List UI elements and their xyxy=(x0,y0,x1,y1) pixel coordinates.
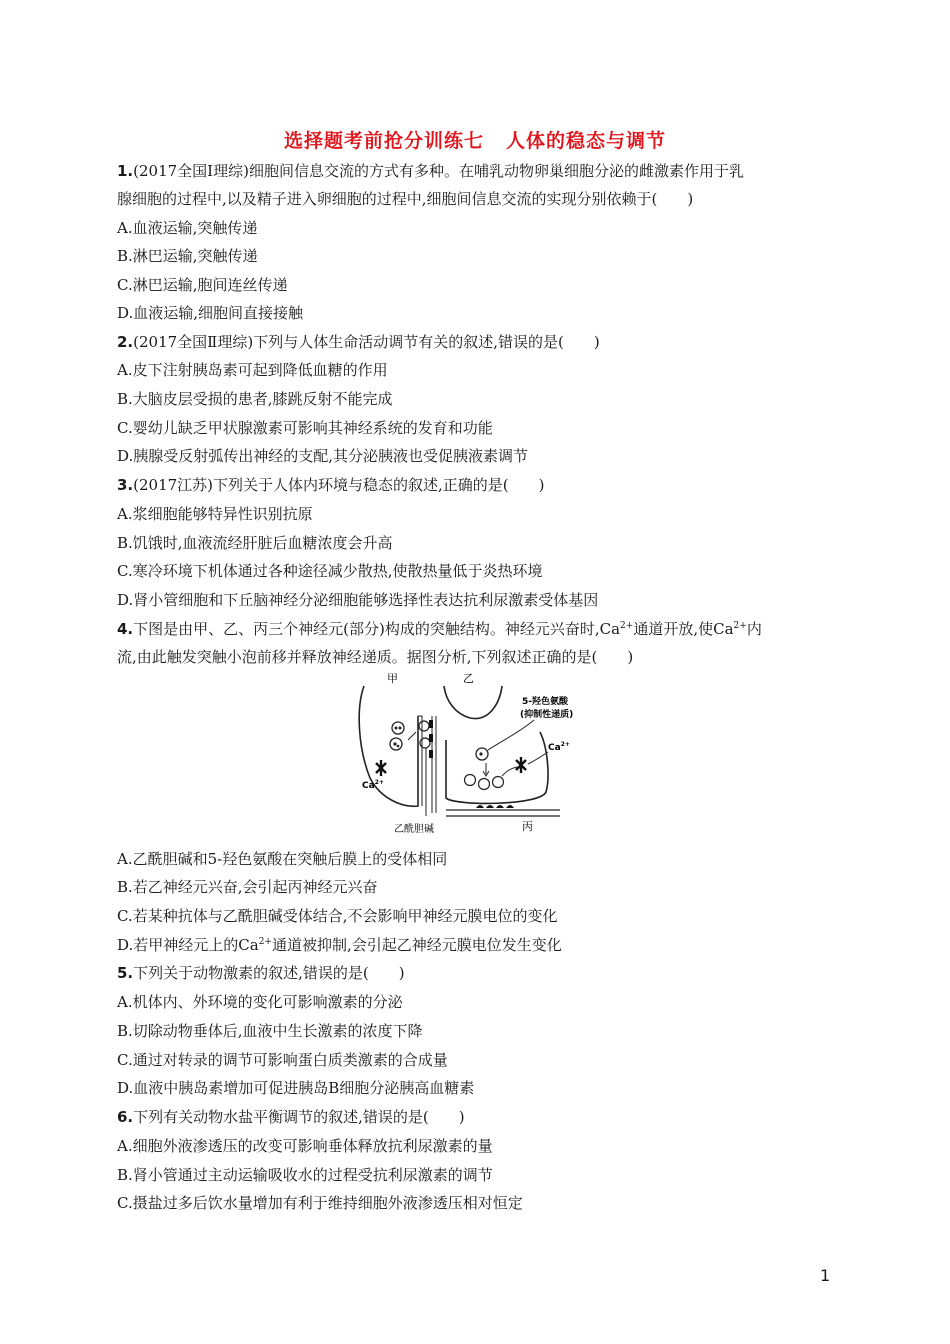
question-4-option-c: C.若某种抗体与乙酰胆碱受体结合,不会影响甲神经元膜电位的变化 xyxy=(117,907,558,925)
question-1-option-a: A.血液运输,突触传递 xyxy=(117,219,258,237)
label-ca-yi: $Ca^{2+}$ xyxy=(548,741,570,753)
question-5-option-a: A.机体内、外环境的变化可影响激素的分泌 xyxy=(117,993,403,1011)
question-1-option-c: C.淋巴运输,胞间连丝传递 xyxy=(117,276,288,294)
question-3-option-c: C.寒冷环境下机体通过各种途径减少散热,使散热量低于炎热环境 xyxy=(117,562,543,580)
question-3-option-b: B.饥饿时,血液流经肝脏后血糖浓度会升高 xyxy=(117,534,393,552)
question-1-stem-line-2: 腺细胞的过程中,以及精子进入卵细胞的过程中,细胞间信息交流的实现分别依赖于( ) xyxy=(117,190,694,208)
question-5-option-b: B.切除动物垂体后,血液中生长激素的浓度下降 xyxy=(117,1022,423,1040)
question-number: 4. xyxy=(117,620,134,638)
label-neuron-yi: 乙 xyxy=(463,672,474,685)
neuron-yi-top-membrane xyxy=(444,686,502,719)
question-2-option-c: C.婴幼儿缺乏甲状腺激素可影响其神经系统的发育和功能 xyxy=(117,419,493,437)
question-3-option-a: A.浆细胞能够特异性识别抗原 xyxy=(117,505,313,523)
question-5-stem: 5.下列关于动物激素的叙述,错误的是( ) xyxy=(117,964,405,982)
question-2-stem: 2.(2017全国Ⅱ理综)下列与人体生命活动调节有关的叙述,错误的是( ) xyxy=(117,333,600,351)
question-5-option-c: C.通过对转录的调节可影响蛋白质类激素的合成量 xyxy=(117,1051,448,1069)
receptors-bing xyxy=(476,805,514,808)
label-neuron-jia: 甲 xyxy=(387,672,398,685)
question-4-option-d: D.若甲神经元上的$Ca^{2+}$通道被抑制,会引起乙神经元膜电位发生变化 xyxy=(117,936,562,954)
question-3-option-d: D.肾小管细胞和下丘脑神经分泌细胞能够选择性表达抗利尿激素受体基因 xyxy=(117,591,599,609)
question-number: 6. xyxy=(117,1108,134,1126)
question-6-option-c: C.摄盐过多后饮水量增加有利于维持细胞外液渗透压相对恒定 xyxy=(117,1194,523,1212)
vesicles-yi xyxy=(465,748,504,790)
vesicles-jia xyxy=(390,721,430,750)
page-title: 选择题考前抢分训练七 人体的稳态与调节 xyxy=(283,130,667,152)
question-number: 1. xyxy=(117,162,134,180)
label-serotonin-note: (抑制性递质) xyxy=(520,710,574,720)
label-serotonin: 5-羟色氨酸 xyxy=(522,697,568,707)
question-5-option-d: D.血液中胰岛素增加可促进胰岛B细胞分泌胰高血糖素 xyxy=(117,1079,475,1097)
question-1-option-d: D.血液运输,细胞间直接接触 xyxy=(117,304,304,322)
question-number: 2. xyxy=(117,333,134,351)
label-ca-jia: $Ca^{2+}$ xyxy=(362,779,384,791)
question-4-stem-line-1: 4.下图是由甲、乙、丙三个神经元(部分)构成的突触结构。神经元兴奋时$,Ca^{2+}$通道开放,使$Ca^{2+}$内 xyxy=(117,620,762,638)
label-acetylcholine: 乙酰胆碱 xyxy=(394,824,434,835)
question-number: 5. xyxy=(117,964,134,982)
question-4-option-b: B.若乙神经元兴奋,会引起丙神经元兴奋 xyxy=(117,878,378,896)
question-6-option-b: B.肾小管通过主动运输吸收水的过程受抗利尿激素的调节 xyxy=(117,1166,493,1184)
question-2-option-d: D.胰腺受反射弧传出神经的支配,其分泌胰液也受促胰液素调节 xyxy=(117,447,529,465)
question-1-option-b: B.淋巴运输,突触传递 xyxy=(117,247,258,265)
synapse-diagram xyxy=(350,668,580,838)
question-1-stem-line-1: 1.(2017全国Ⅰ理综)细胞间信息交流的方式有多种。在哺乳动物卵巢细胞分泌的雌激素作用于乳 xyxy=(117,162,744,180)
postsynaptic-membrane-yi xyxy=(432,716,436,813)
page-number: 1 xyxy=(820,1266,831,1285)
label-neuron-bing: 丙 xyxy=(522,820,533,833)
question-4-stem-line-2: 流,由此触发突触小泡前移并释放神经递质。据图分析,下列叙述正确的是( ) xyxy=(117,648,634,666)
question-6-option-a: A.细胞外液渗透压的改变可影响垂体释放抗利尿激素的量 xyxy=(117,1137,493,1155)
question-4-option-a: A.乙酰胆碱和5-羟色氨酸在突触后膜上的受体相同 xyxy=(117,850,448,868)
neuron-bing-membrane xyxy=(446,810,560,816)
question-3-stem: 3.(2017江苏)下列关于人体内环境与稳态的叙述,正确的是( ) xyxy=(117,476,545,494)
neuron-yi-terminal xyxy=(446,732,548,803)
receptors-yi xyxy=(429,720,433,758)
ca-channel-jia xyxy=(376,760,386,776)
question-6-stem: 6.下列有关动物水盐平衡调节的叙述,错误的是( ) xyxy=(117,1108,465,1126)
question-2-option-b: B.大脑皮层受损的患者,膝跳反射不能完成 xyxy=(117,390,393,408)
question-number: 3. xyxy=(117,476,134,494)
question-2-option-a: A.皮下注射胰岛素可起到降低血糖的作用 xyxy=(117,361,388,379)
ca-channel-yi xyxy=(516,757,526,773)
